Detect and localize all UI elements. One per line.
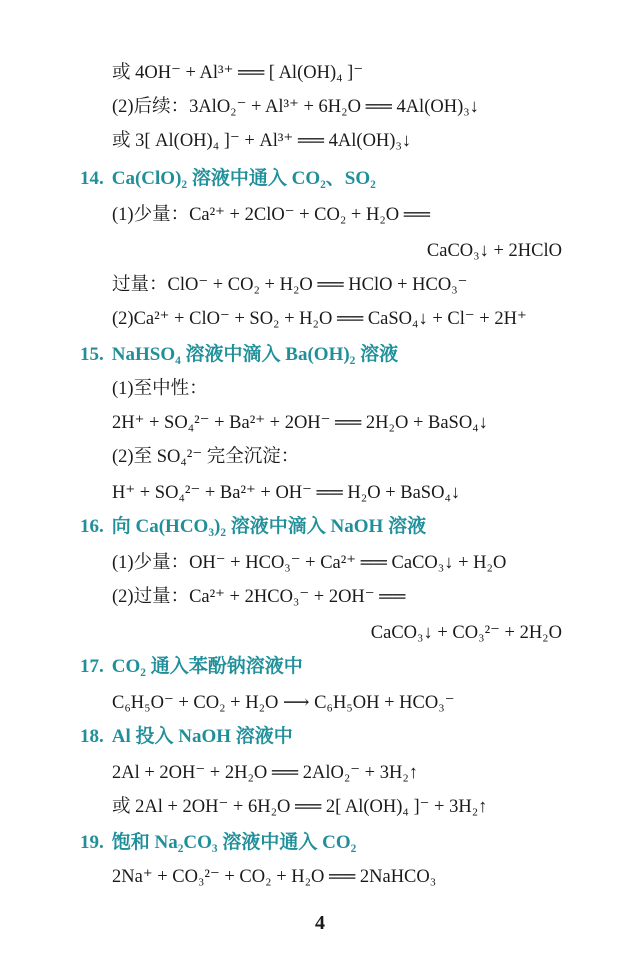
section-number: 18. (80, 726, 104, 747)
section-number: 17. (80, 656, 104, 677)
section-title: CO₂ 通入苯酚钠溶液中 (111, 656, 303, 677)
section-number: 15. (80, 344, 104, 365)
equation-line: (2)Ca²⁺ + ClO⁻ + SO₂ + H₂O ══ CaSO₄↓ + Cl⁻ + 2H⁺ (112, 309, 527, 329)
section-heading-16 (0, 510, 640, 544)
equation-line: (2)至 SO₄²⁻ 完全沉淀： (112, 447, 300, 467)
section-title: NaHSO₄ 溶液中滴入 Ba(OH)₂ 溶液 (111, 344, 399, 365)
section-title: Ca(ClO)₂ 溶液中通入 CO₂、SO₂ (111, 168, 376, 189)
section-heading-19 (0, 826, 640, 860)
equation-line: (1)少量：OH⁻ + HCO₃⁻ + Ca²⁺ ══ CaCO₃↓ + H₂O (112, 553, 507, 573)
equation-line: 或 2Al + 2OH⁻ + 6H₂O ══ 2[ Al(OH)₄ ]⁻ + 3H₂↑ (112, 797, 488, 817)
equation-line: C₆H₅O⁻ + CO₂ + H₂O ⟶ C₆H₅OH + HCO₃⁻ (112, 693, 455, 713)
equation-line: (2)后续：3AlO₂⁻ + Al³⁺ + 6H₂O ══ 4Al(OH)₃↓ (112, 97, 479, 117)
section-title: 向 Ca(HCO₃)₂ 溶液中滴入 NaOH 溶液 (111, 516, 427, 537)
equation-line: 2Al + 2OH⁻ + 2H₂O ══ 2AlO₂⁻ + 3H₂↑ (112, 763, 419, 783)
section-heading-15 (0, 338, 640, 372)
section-heading-17 (0, 650, 640, 684)
page-number: 4 (315, 912, 325, 934)
equation-line: (2)过量：Ca²⁺ + 2HCO₃⁻ + 2OH⁻ ══ (112, 587, 406, 607)
equation-line: 或 3[ Al(OH)₄ ]⁻ + Al³⁺ ══ 4Al(OH)₃↓ (112, 131, 412, 151)
section-heading-14 (0, 162, 640, 196)
section-number: 16. (80, 516, 104, 537)
equation-continuation: CaCO₃↓ + CO₃²⁻ + 2H₂O (370, 623, 562, 643)
equation-line: 过量：ClO⁻ + CO₂ + H₂O ══ HClO + HCO₃⁻ (112, 275, 468, 295)
equation-continuation: CaCO₃↓ + 2HClO (426, 241, 562, 261)
section-title: 饱和 Na₂CO₃ 溶液中通入 CO₂ (111, 832, 357, 853)
equation-line: 2Na⁺ + CO₃²⁻ + CO₂ + H₂O ══ 2NaHCO₃ (112, 867, 437, 887)
section-heading-18 (0, 720, 640, 754)
section-number: 19. (80, 832, 104, 853)
equation-line: (1)少量：Ca²⁺ + 2ClO⁻ + CO₂ + H₂O ══ (112, 205, 430, 225)
equation-line: (1)至中性： (112, 379, 208, 399)
section-number: 14. (80, 168, 104, 189)
section-title: Al 投入 NaOH 溶液中 (111, 726, 293, 747)
equation-line: H⁺ + SO₄²⁻ + Ba²⁺ + OH⁻ ══ H₂O + BaSO₄↓ (112, 483, 461, 503)
equation-line: 2H⁺ + SO₄²⁻ + Ba²⁺ + 2OH⁻ ══ 2H₂O + BaSO₄↓ (112, 413, 488, 433)
equation-line: 或 4OH⁻ + Al³⁺ ══ [ Al(OH)₄ ]⁻ (112, 63, 364, 83)
